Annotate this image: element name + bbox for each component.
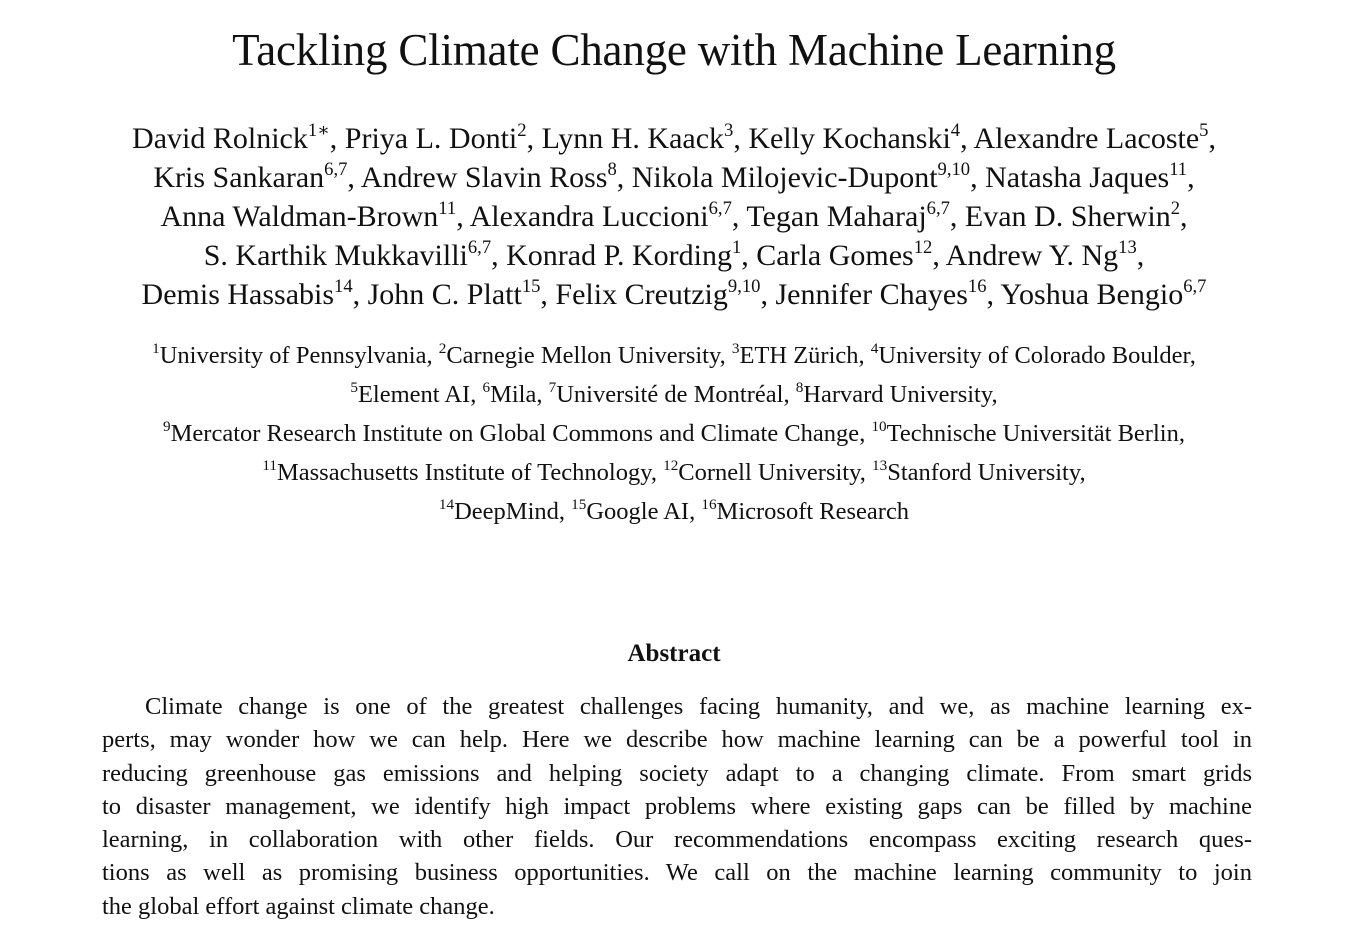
author-separator: , <box>352 278 368 311</box>
author-name: Alexandre Lacoste <box>973 122 1200 155</box>
author-separator: , <box>526 122 542 155</box>
author-name: Demis Hassabis <box>141 278 335 311</box>
author-affiliation-marker: 1∗ <box>307 120 330 142</box>
affiliation-line <box>40 492 1308 531</box>
author-name: Andrew Slavin Ross <box>360 161 608 194</box>
author-line <box>40 158 1308 197</box>
author-separator: , <box>456 200 470 233</box>
affiliation-name: Google AI <box>586 498 690 525</box>
author-affiliation-marker: 14 <box>334 276 353 298</box>
author-name: Anna Waldman-Brown <box>160 200 439 233</box>
affiliation-marker: 14 <box>438 496 455 514</box>
affiliation-separator: , <box>426 342 439 369</box>
author-line <box>40 119 1308 158</box>
affiliation-marker: 9 <box>163 418 171 436</box>
author-separator: , <box>949 200 965 233</box>
author-name: Felix Creutzig <box>555 278 728 311</box>
author-name: Natasha Jaques <box>985 161 1170 194</box>
paper-title: Tackling Climate Change with Machine Learning <box>232 25 1116 75</box>
author-affiliation-marker: 6,7 <box>1183 276 1207 298</box>
author-line <box>40 275 1308 314</box>
author-separator: , <box>741 239 757 272</box>
affiliation-name: Harvard University <box>803 381 992 408</box>
author-separator: , <box>347 161 361 194</box>
affiliation-name: Mila <box>490 381 537 408</box>
affiliation-name: Element AI <box>357 381 471 408</box>
author-separator: , <box>491 239 507 272</box>
author-affiliation-marker: 15 <box>521 276 541 298</box>
author-affiliation-marker: 6,7 <box>926 198 950 220</box>
affiliation-marker: 5 <box>350 379 358 397</box>
affiliation-name: Carnegie Mellon University <box>446 342 720 369</box>
affiliation-separator: , <box>719 342 732 369</box>
author-separator: , <box>731 200 747 233</box>
affiliation-name: Stanford University <box>887 459 1080 486</box>
author-name: John C. Platt <box>367 278 522 311</box>
author-affiliation-marker: 8 <box>607 159 617 181</box>
author-name: Evan D. Sherwin <box>964 200 1171 233</box>
affiliation-marker: 16 <box>701 496 717 514</box>
author-name: Tegan Maharaj <box>746 200 927 233</box>
author-separator: , <box>329 122 345 155</box>
affiliation-separator: , <box>783 381 796 408</box>
affiliation-marker: 6 <box>482 379 491 397</box>
affiliation-separator: , <box>470 381 483 408</box>
affiliation-marker: 15 <box>571 496 587 514</box>
author-line <box>40 197 1308 236</box>
author-separator: , <box>1208 122 1216 155</box>
affiliation-name: Université de Montréal <box>556 381 784 408</box>
affiliation-separator: , <box>859 459 872 486</box>
abstract-line: tions as well as promising business opportunities. We call on the machine learning community to join <box>102 859 1252 887</box>
author-affiliation-marker: 1 <box>731 237 742 259</box>
author-separator: , <box>616 161 632 194</box>
affiliation-marker: 13 <box>872 457 888 475</box>
affiliation-separator: , <box>1189 342 1196 369</box>
author-separator: , <box>960 122 974 155</box>
author-affiliation-marker: 16 <box>967 276 987 298</box>
author-name: Kelly Kochanski <box>748 122 951 155</box>
author-name: Priya L. Donti <box>344 122 518 155</box>
affiliation-name: DeepMind <box>454 498 559 525</box>
author-name: Lynn H. Kaack <box>541 122 725 155</box>
author-separator: , <box>733 122 749 155</box>
affiliation-name: Microsoft Research <box>716 498 910 525</box>
author-separator: , <box>760 278 776 311</box>
affiliation-name: ETH Zürich <box>739 342 859 369</box>
author-separator: , <box>986 278 1001 311</box>
affiliation-marker: 11 <box>262 457 277 475</box>
abstract-body <box>102 690 1252 923</box>
affiliation-separator: , <box>858 342 871 369</box>
author-separator: , <box>1180 200 1188 233</box>
affiliation-marker: 2 <box>438 340 447 358</box>
author-affiliation-marker: 12 <box>913 237 933 259</box>
affiliation-line <box>40 375 1308 414</box>
affiliation-name: University of Pennsylvania <box>159 342 427 369</box>
author-affiliation-marker: 5 <box>1199 120 1209 142</box>
author-affiliation-marker: 13 <box>1118 237 1137 259</box>
affiliation-separator: , <box>1079 459 1086 486</box>
author-affiliation-marker: 2 <box>517 120 527 142</box>
author-affiliation-marker: 6,7 <box>708 198 732 220</box>
author-separator: , <box>1136 239 1145 272</box>
affiliation-marker: 4 <box>870 340 879 358</box>
abstract-line: learning, in collaboration with other fields. Our recommendations encompass exciting research ques- <box>102 826 1252 854</box>
author-name: S. Karthik Mukkavilli <box>203 239 468 272</box>
author-separator: , <box>1187 161 1195 194</box>
author-affiliation-marker: 4 <box>950 120 961 142</box>
affiliation-name: Technische Universität Berlin <box>886 420 1179 447</box>
author-affiliation-marker: 6,7 <box>467 237 492 259</box>
author-affiliation-marker: 6,7 <box>324 159 348 181</box>
affiliation-list <box>40 336 1308 531</box>
author-affiliation-marker: 11 <box>438 198 457 220</box>
author-name: Yoshua Bengio <box>1000 278 1184 311</box>
abstract-line: Climate change is one of the greatest challenges facing humanity, and we, as machine learning ex- <box>145 693 1252 720</box>
author-name: Andrew Y. Ng <box>945 239 1119 272</box>
affiliation-separator: , <box>650 459 664 486</box>
author-name: Nikola Milojevic-Dupont <box>631 161 938 194</box>
affiliation-separator: , <box>1178 420 1185 447</box>
abstract-line: perts, may wonder how we can help. Here we describe how machine learning can be a powerful tool in <box>102 726 1252 754</box>
abstract-line: reducing greenhouse gas emissions and helping society adapt to a changing climate. From smart grids <box>102 759 1252 787</box>
affiliation-marker: 1 <box>152 340 160 358</box>
author-line <box>40 236 1308 275</box>
affiliation-separator: , <box>536 381 549 408</box>
affiliation-name: Mercator Research Institute on Global Commons and Climate Change <box>170 420 860 447</box>
author-affiliation-marker: 3 <box>724 120 734 142</box>
affiliation-name: University of Colorado Boulder <box>878 342 1190 369</box>
affiliation-separator: , <box>689 498 702 525</box>
author-name: Alexandra Luccioni <box>469 200 709 233</box>
author-affiliation-marker: 11 <box>1169 159 1188 181</box>
affiliation-marker: 7 <box>548 379 557 397</box>
affiliation-line <box>40 414 1308 453</box>
abstract-heading: Abstract <box>627 640 721 667</box>
abstract-line: the global effort against climate change. <box>102 892 495 920</box>
author-name: Jennifer Chayes <box>775 278 968 311</box>
affiliation-name: Massachusetts Institute of Technology <box>276 459 651 486</box>
author-separator: , <box>540 278 556 311</box>
author-separator: , <box>932 239 946 272</box>
affiliation-marker: 12 <box>663 457 679 475</box>
affiliation-separator: , <box>859 420 872 447</box>
author-affiliation-marker: 9,10 <box>937 159 971 181</box>
affiliation-marker: 10 <box>871 418 887 436</box>
author-affiliation-marker: 2 <box>1170 198 1180 220</box>
author-affiliation-marker: 9,10 <box>727 276 761 298</box>
abstract-line: to disaster management, we identify high impact problems where existing gaps can be filled by machine <box>102 792 1252 820</box>
affiliation-separator: , <box>558 498 572 525</box>
author-name: Kris Sankaran <box>153 161 325 194</box>
author-name: David Rolnick <box>132 122 308 155</box>
author-name: Carla Gomes <box>756 239 914 272</box>
affiliation-line <box>40 453 1308 492</box>
affiliation-line <box>40 336 1308 375</box>
affiliation-marker: 3 <box>731 340 740 358</box>
affiliation-marker: 8 <box>795 379 804 397</box>
author-separator: , <box>970 161 986 194</box>
affiliation-name: Cornell University <box>678 459 860 486</box>
author-list <box>40 119 1308 314</box>
affiliation-separator: , <box>991 381 998 408</box>
author-name: Konrad P. Kording <box>506 239 732 272</box>
